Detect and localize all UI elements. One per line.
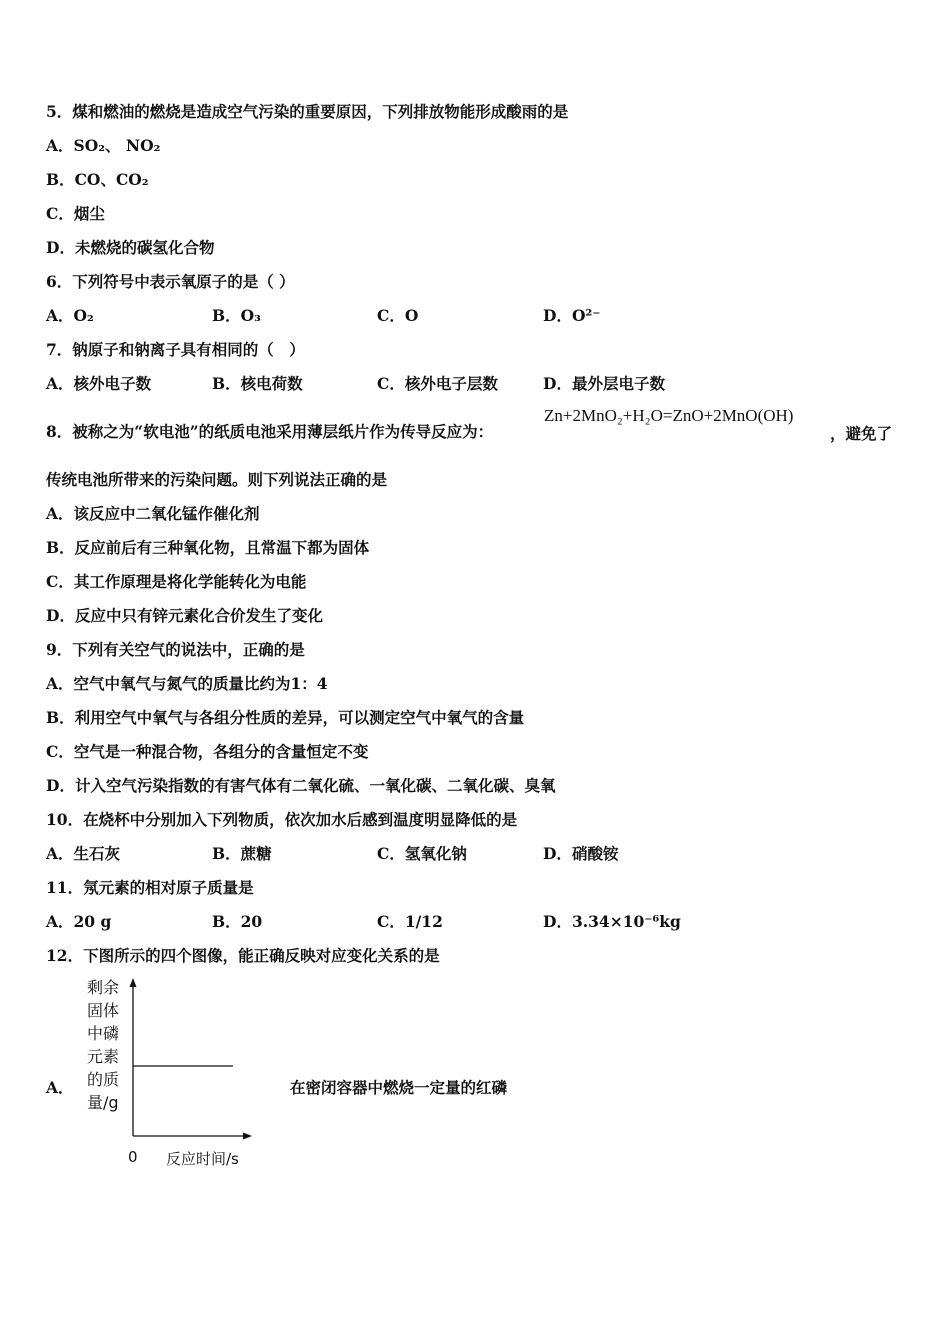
graph-ylabel-5: 的质 xyxy=(87,1070,120,1089)
q5-option-d: D．未燃烧的碳氢化合物 xyxy=(46,238,215,257)
q6-option-b: B．O₃ xyxy=(212,306,261,325)
graph-xlabel: 反应时间/s xyxy=(166,1150,239,1168)
q11-stem: 11．氖元素的相对原子质量是 xyxy=(46,878,254,897)
q8-formula: Zn+2MnO₂+H₂O=ZnO+2MnO(OH) xyxy=(544,406,794,425)
q6-option-a: A．O₂ xyxy=(46,306,94,325)
q12-option-a-description: 在密闭容器中燃烧一定量的红磷 xyxy=(290,1078,508,1097)
q5-stem: 5．煤和燃油的燃烧是造成空气污染的重要原因，下列排放物能形成酸雨的是 xyxy=(46,102,569,121)
q10-option-d: D．硝酸铵 xyxy=(543,844,619,863)
q8-option-c: C．其工作原理是将化学能转化为电能 xyxy=(46,572,307,591)
q10-option-c: C．氢氧化钠 xyxy=(377,844,467,863)
q7-option-d: D．最外层电子数 xyxy=(543,374,665,393)
graph-ylabel-4: 元素 xyxy=(87,1047,120,1066)
q6-option-d: D．O²⁻ xyxy=(543,306,601,325)
q5-option-b: B．CO、CO₂ xyxy=(46,170,149,189)
q8-option-d: D．反应中只有锌元素化合价发生了变化 xyxy=(46,606,323,625)
q9-option-b: B．利用空气中氧气与各组分性质的差异，可以测定空气中氧气的含量 xyxy=(46,708,525,727)
q8-stem-tail: ，避免了 xyxy=(830,424,893,443)
q9-stem: 9．下列有关空气的说法中，正确的是 xyxy=(46,640,305,659)
x-axis-arrow xyxy=(243,1133,252,1140)
graph-ylabel-6: 量/g xyxy=(87,1093,119,1112)
q6-stem: 6．下列符号中表示氧原子的是（ ） xyxy=(46,272,295,291)
graph-origin-label: 0 xyxy=(128,1148,138,1166)
q12-graph-a xyxy=(80,970,280,1180)
q7-option-b: B．核电荷数 xyxy=(212,374,303,393)
q7-option-a: A．核外电子数 xyxy=(46,374,152,393)
y-axis-arrow xyxy=(130,978,137,987)
q12-stem: 12．下图所示的四个图像，能正确反映对应变化关系的是 xyxy=(46,946,440,965)
q9-option-d: D．计入空气污染指数的有害气体有二氧化硫、一氧化碳、二氧化碳、臭氧 xyxy=(46,776,556,795)
q5-option-a: A．SO₂、 NO₂ xyxy=(46,136,161,155)
q11-option-b: B．20 xyxy=(212,912,263,931)
q11-option-d: D．3.34×10⁻⁶kg xyxy=(543,912,681,931)
graph-ylabel-1: 剩余 xyxy=(87,978,120,997)
q10-option-a: A．生石灰 xyxy=(46,844,121,863)
q12-option-a-label: A． xyxy=(46,1078,74,1097)
graph-ylabel-3: 中磷 xyxy=(87,1024,120,1043)
graph-ylabel-2: 固体 xyxy=(87,1001,120,1020)
q6-option-c: C．O xyxy=(377,306,419,325)
q8-stem: 8．被称之为“软电池”的纸质电池采用薄层纸片作为传导反应为： xyxy=(46,422,494,441)
q10-option-b: B．蔗糖 xyxy=(212,844,272,863)
q7-option-c: C．核外电子层数 xyxy=(377,374,498,393)
q5-option-c: C．烟尘 xyxy=(46,204,105,223)
q9-option-a: A．空气中氧气与氮气的质量比约为1：4 xyxy=(46,674,328,693)
q11-option-c: C．1/12 xyxy=(377,912,443,931)
q7-stem: 7．钠原子和钠离子具有相同的（ ） xyxy=(46,340,305,359)
q8-stem-continued: 传统电池所带来的污染问题。则下列说法正确的是 xyxy=(46,470,388,489)
q8-option-a: A．该反应中二氧化锰作催化剂 xyxy=(46,504,260,523)
q8-option-b: B．反应前后有三种氧化物，且常温下都为固体 xyxy=(46,538,370,557)
q10-stem: 10．在烧杯中分别加入下列物质，依次加水后感到温度明显降低的是 xyxy=(46,810,518,829)
q11-option-a: A．20 g xyxy=(46,912,112,931)
q9-option-c: C．空气是一种混合物，各组分的含量恒定不变 xyxy=(46,742,369,761)
